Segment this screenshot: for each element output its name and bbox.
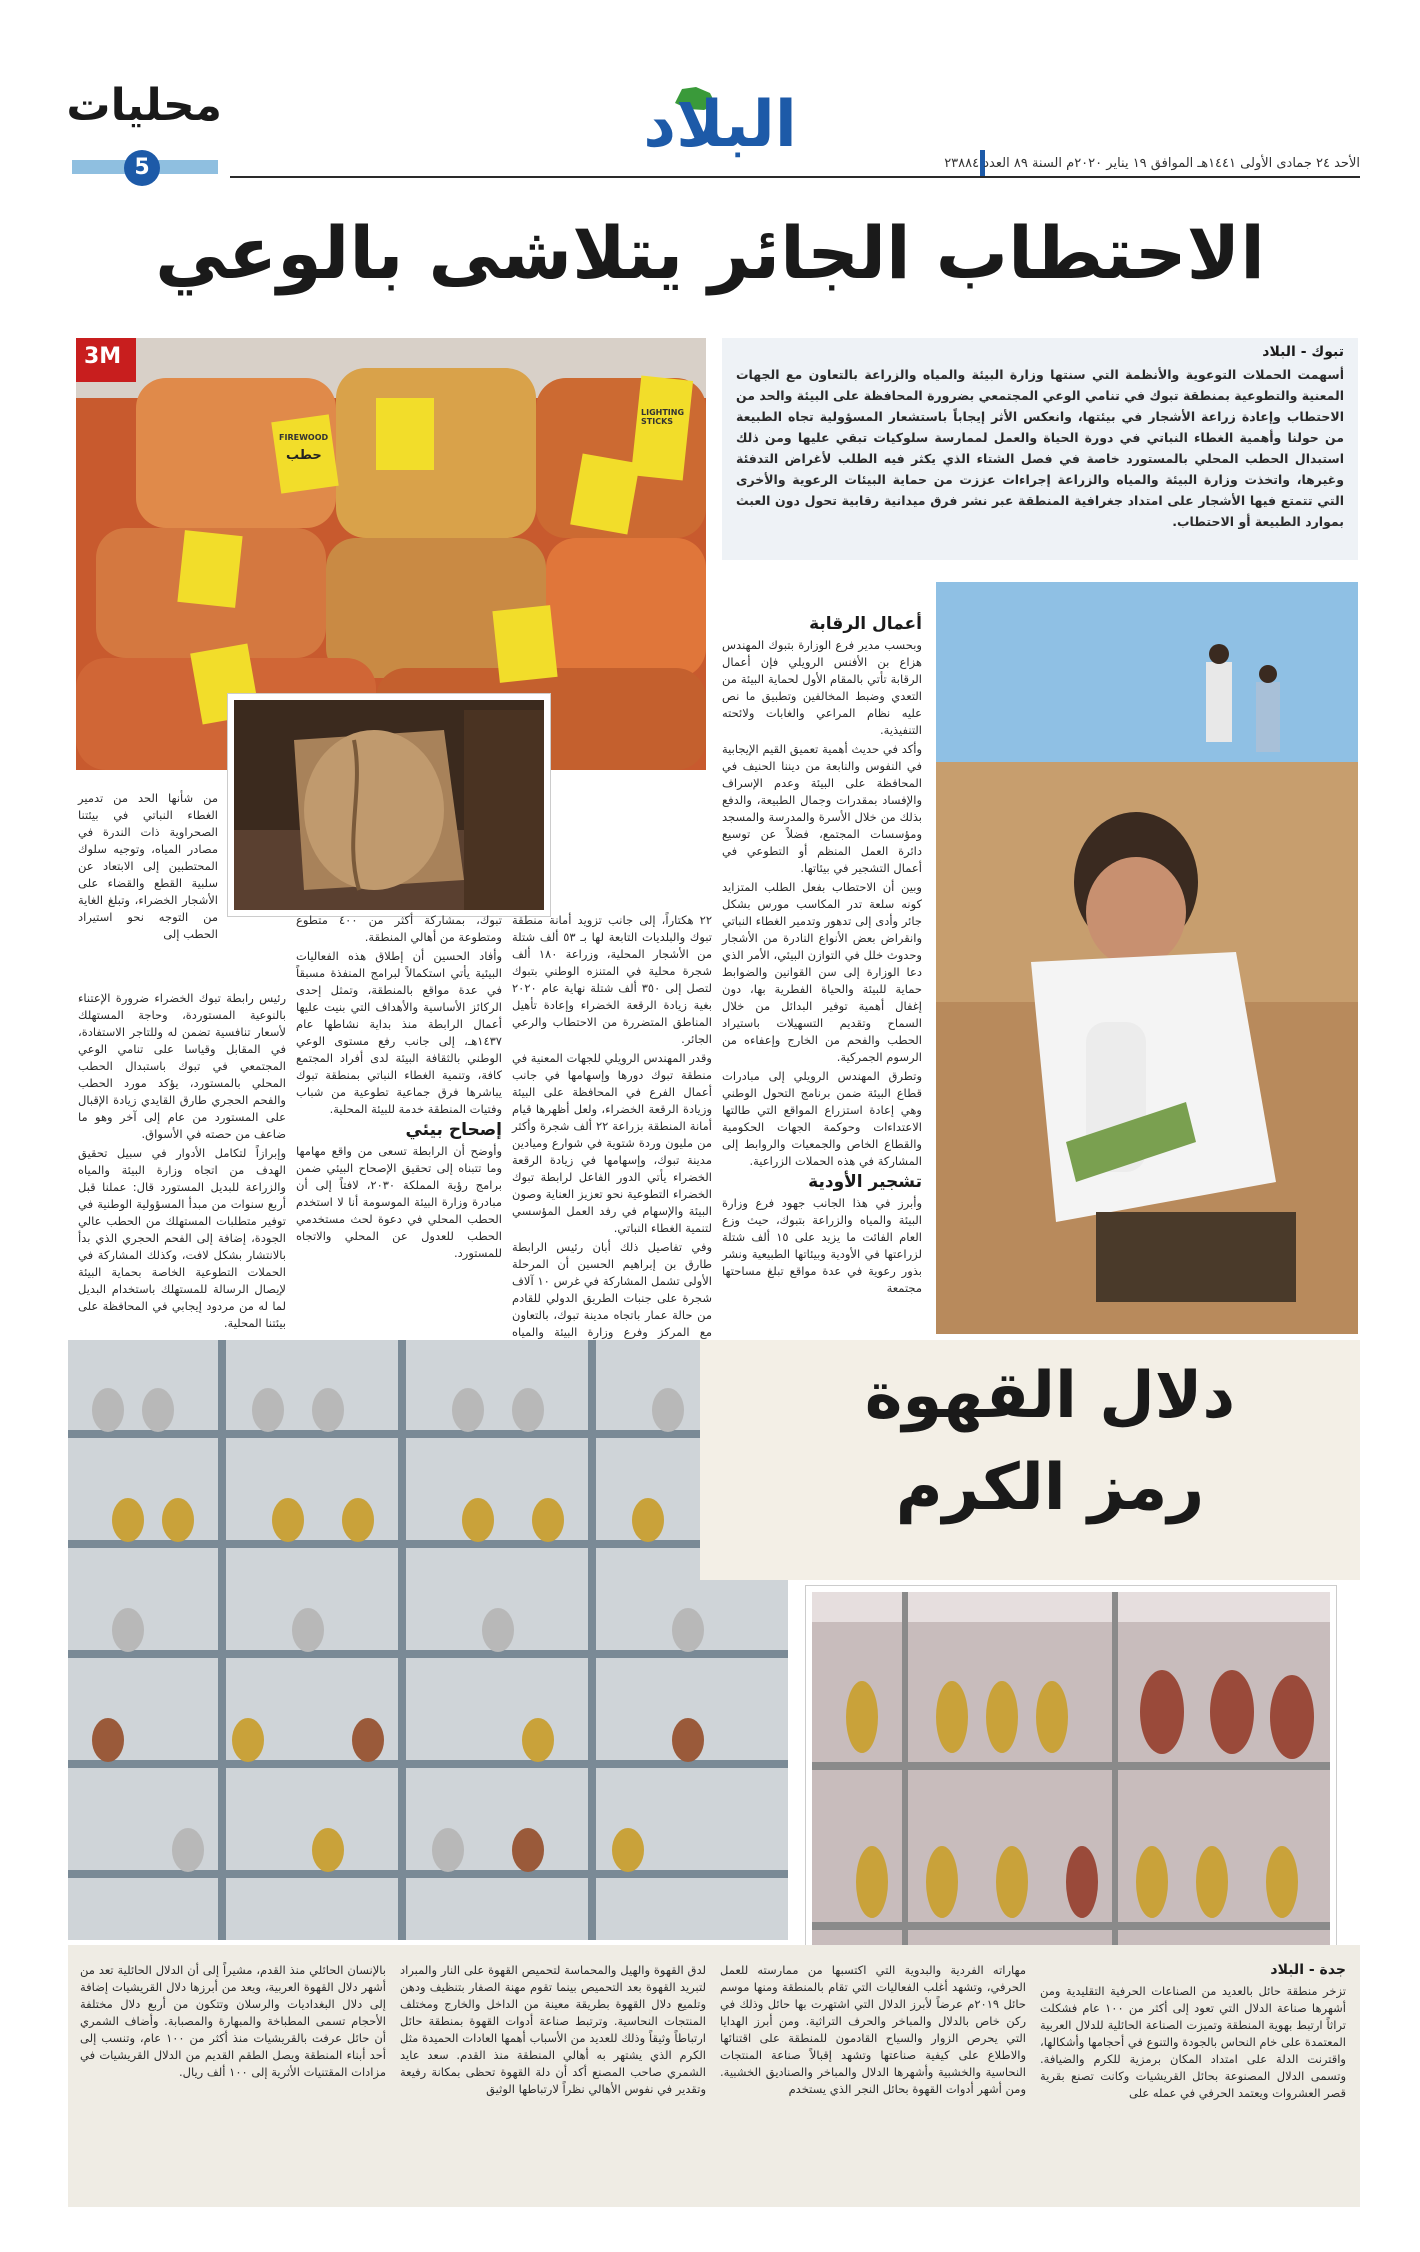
article2-column-1	[1040, 1962, 1346, 2202]
article1-column-1	[722, 612, 922, 1327]
paragraph: وإبرازاً لتكامل الأدوار في سبيل تحقيق الهدف من اتجاه وزارة البيئة والمياه والزراعة للبديل المستورد قال: عملنا قبل أربع سنوات من مبدأ المسؤولية الوطنية في توفير متطلبات المستهلك من الحطب عالي الجودة، إضافة إلى الفحم الحجري الذي بدأ بالانتشار بشكل لافت، وكذلك المشاركة في الحملات التطوعية الخاصة بحماية البيئة لإيصال الرسالة للمستهلك باستخدام البديل لما له من مردود إيجابي في المحافظة على بيئتنا المحلية.	[78, 1146, 286, 1330]
paragraph: ٢٢ هكتاراً، إلى جانب تزويد أمانة منطقة تبوك والبلديات التابعة لها بـ ٥٣ ألف شتلة من الأشجار المحلية، وزراعة ١٨٠ ألف شجرة محلية في المتنزه الوطني بتبوك لتصل إلى ٣٥٠ ألف شتلة نهاية عام ٢٠٢٠ بغية زيادة الرقعة الخضراء وإعادة تأهيل المناطق المتضررة من الاحتطاب والرعي الجائر.	[512, 913, 712, 1046]
brand-3m-label: 3M	[84, 344, 122, 369]
coffee-pots-shelves-photo	[68, 1340, 788, 1940]
lighting-sticks-tag: LIGHTING STICKS	[641, 408, 685, 426]
paragraph: من شأنها الحد من تدمير الغطاء النباتي في بيئتنا الصحراوية ذات الندرة في مصادر المياه، وتوجيه سلوك المحتطبين إلى الابتعاد عن سلبية القطع والقضاء على الأشجار الخضراء، وتبلغ الغاية من التوجه نحو استيراد الحطب إلى	[78, 791, 218, 941]
subheading-valleys: تشجير الأودية	[808, 1172, 922, 1192]
article1-column-2	[512, 790, 712, 1339]
paragraph: وفي تفاصيل ذلك أبان رئيس الرابطة طارق بن إبراهيم الحسين أن المرحلة الأولى تشمل المشاركة في غرس ١٠ آلاف شجرة على جنبات الطريق الدولي للقادم من حالة عمار باتجاه مدينة تبوك، بالتعاون مع المركز وفرع وزارة البيئة والمياه	[512, 1240, 712, 1339]
coffee-article-title	[790, 1350, 1310, 1534]
coffee-byline: جدة - البلاد	[1270, 1962, 1346, 1978]
intro-text: أسهمت الحملات التوعوية والأنظمة التي سنتها وزارة البيئة والمياه والزراعة بالتعاون مع الجهات المعنية والتطوعية بمنطقة تبوك في تنامي الوعي المجتمعي بضرورة المحافظة على البيئة والحد من الاحتطاب وإعادة زراعة الأشجار في بيئتها، وانعكس الأثر إيجاباً باستشعار المسؤولية تجاه الطبيعة من حولنا وأهمية الغطاء النباتي في دورة الحياة والعمل لممارسة سلوكيات تبقي عليها ومن ذلك استبدال الحطب المحلي بالمستورد خاصة في فصل الشتاء الذي يكثر فيه الطلب لأغراض التدفئة وغيرها، واتخذت وزارة البيئة والمياه والزراعة إجراءات عززت من حماية البيئات الرعوية والأخرى التي تتمتع فيها الأشجار على امتداد جغرافية المنطقة عبر نشر فرق ميدانية رقابية تحول دون العبث بموارد الطبيعة أو الاحتطاب.	[736, 367, 1344, 529]
paragraph: وأكد في حديث أهمية تعميق القيم الإيجابية في النفوس والنابعة من ديننا الحنيف في المحافظة على البيئة وعدم الإسراف والإفساد بمقدرات وجمال الطبيعة، والدفع بذلك من خلال الأسرة والمدرسة والمسجد ومؤسسات المجتمع، فضلاً عن توسيع دائرة العمل المنظم أو التطوعي في أعمال التشجير في بيئاتها.	[722, 742, 922, 875]
article2-column-4	[80, 1962, 386, 2202]
date-line: الأحد ٢٤ جمادى الأولى ١٤٤١هـ الموافق ١٩ يناير ٢٠٢٠م السنة ٨٩ العدد ٢٣٨٨٤	[944, 156, 1360, 171]
title-line-1: دلال القهوة	[864, 1359, 1236, 1433]
paragraph: وقدر المهندس الرويلي للجهات المعنية في منطقة تبوك دورها وإسهامها في جانب أعمال الفرع في المحافظة على البيئة وزيادة الرقعة الخضراء، ولعل أظهرها قيام أمانة المنطقة بزراعة ٢٢ ألف شجرة وأكثر من مليون وردة شتوية في شوارع وميادين مدينة تبوك، وإسهامها في زيادة الرقعة الخضراء يأتي الدور الفاعل لرابطة تبوك الخضراء التطوعية نحو تعزيز العناية وصون البيئة والإسهام في رفد العمل المؤسسي لتنمية الغطاء النباتي.	[512, 1051, 712, 1235]
paragraph: تزخر منطقة حائل بالعديد من الصناعات الحرفية التقليدية ومن أشهرها صناعة الدلال التي تعود إلى أكثر من ١٠٠ عام فشكلت تراثاً ارتبط بهوية المنطقة وتميزت الصناعة الحائلية للدلال العربية المعتمدة على خام النحاس بالجودة والتنوع في أحجامها وأشكالها، واقترنت الدلة على امتداد المكان برمزية للكرم والضيافة. وتسمى الدلال المصنوعة بحائل القريشيات وكانت تصنع بقرية قصر العشروات ويعتمد الحرفي في عمله على	[1040, 1984, 1346, 2100]
logo-text: البلاد	[643, 88, 797, 162]
paragraph: بالإنسان الحائلي منذ القدم، مشيراً إلى أن الدلال الحائلية تعد من أشهر دلال القهوة العربية، ويعد من أبرزها دلال القريشيات إضافة إلى دلال البغداديات والرسلان وتتكون من أربع دلال مختلفة الأحجام تسمى المطباخة والمبهارة والمصبابة. وأضاف الشمري أن حائل عرفت بالقريشيات منذ أكثر من ١٠٠ عام، وتنسب إلى أحد أبناء المنطقة ويصل الطقم القديم من الدلال القريشيات في مزادات المقتنيات الأثرية إلى ١٠٠ ألف ريال.	[80, 1963, 386, 2079]
article2-column-3	[400, 1962, 706, 2202]
paragraph: وتطرق المهندس الرويلي إلى مبادرات قطاع البيئة ضمن برنامج التحول الوطني وهي إعادة استزراع المواقع التي طالتها الاعتداءات وحوكمة الجهات الحكومية والقطاع الخاص والجمعيات والروابط إلى المشاركة في هذه الحملات الزراعية.	[722, 1069, 922, 1168]
firewood-tag-ar: حطب	[286, 448, 322, 463]
wood-log-photo	[228, 694, 550, 916]
paragraph: لدق القهوة والهيل والمحماسة لتحميص القهوة على النار والمبراد لتبريد القهوة بعد التحميص بينما تقوم مهنة الصفار بتنظيف ودهن وتلميع دلال القهوة بطريقة معينة من الداخل والخارج ومختلف المنتجات النحاسية. وترتبط صناعة أدوات القهوة بمنطقة حائل ارتباطاً وثيقاً وذلك للعديد من الأسباب أهمها العادات الحميدة مثل الكرم الذي يشتهر به أهالي المنطقة منذ القدم. سعد عايد الشمري صاحب المصنع أكد أن دلة القهوة تحظى بمكانة رفيعة وتقدير في نفوس الأهالي نظراً لارتباطها الوثيق	[400, 1963, 706, 2096]
subheading-monitoring: أعمال الرقابة	[809, 614, 922, 634]
coffee-pots-closeup-photo	[806, 1586, 1336, 1958]
paragraph: رئيس رابطة تبوك الخضراء ضرورة الإعتناء بالنوعية المستوردة، وحاجة المستهلك لأسعار تنافسية تضمن له وللتاجر الاستفادة، في المقابل وقياسا على تنامي الوعي المجتمعي في تبوك باستبدال الحطب المحلي بالمستورد، يؤكد مورد الحطب والفحم الحجري طارق القايدي زيادة الإقبال على المستورد من عام إلى آخر وهو ما ضاعف من حصته في الأسواق.	[78, 991, 286, 1141]
newspaper-logo	[640, 75, 800, 162]
article1-column-4b	[78, 912, 286, 1330]
section-name: محليات	[66, 80, 222, 131]
boy-planting-photo	[936, 582, 1358, 1334]
subheading-remediation: إصحاح بيئي	[405, 1120, 502, 1140]
firewood-tag: FIREWOOD	[279, 433, 329, 442]
paragraph: تبوك، بمشاركة أكثر من ٤٠٠ متطوع ومتطوعة من أهالي المنطقة.	[296, 913, 502, 944]
paragraph: وأوضح أن الرابطة تسعى من واقع مهامها وما تتبناه إلى تحقيق الإصحاح البيئي ضمن برامج رؤية المملكة ٢٠٣٠، لافتاً إلى أن مبادرة وزارة البيئة الموسومة أنا لا استخدم الحطب المحلي في دعوة لحث مستخدمي الحطب للعدول عن المحلي والاتجاه للمستورد.	[296, 1144, 502, 1260]
article2-column-2	[720, 1962, 1026, 2202]
paragraph: وبين أن الاحتطاب بفعل الطلب المتزايد كونه سلعة تدر المكاسب مورس بشكل جائر وأدى إلى تدهور وتدمير الغطاء النباتي وانقراض بعض الأنواع النادرة من الأشجار وحدوث خلل في التوازن البيئي، الأمر الذي دعا الوزارة إلى سن القوانين والضوابط حماية للبيئة والحياة الفطرية بها، دون إغفال أهمية توفير البدائل من خلال السماح وتقديم التسهيلات باستيراد الحطب والفحم من الخارج وإعفاءه من الرسوم الجمركية.	[722, 880, 922, 1064]
section-label	[66, 78, 222, 158]
paragraph: وأفاد الحسين أن إطلاق هذه الفعاليات البيئية يأتي استكمالاً لبرامج المنفذة مسبقاً في عدة مواقع بالمنطقة، وتمثل إحدى الركائز الأساسية والأهداف التي بنيت عليها أعمال الرابطة منذ بداية نشاطها عام ١٤٣٧هـ، إلى جانب رفع مستوى الوعي الوطني بالثقافة البيئة لدى أفراد المجتمع كافة، وتنمية الغطاء النباتي بمنطقة تبوك يباشرها فرق جماعية تطوعية من شباب وفتيات المنطقة خدمة للبيئة المحلية.	[296, 949, 502, 1116]
article-byline: تبوك - البلاد	[1262, 344, 1344, 360]
title-line-2: رمز الكرم	[895, 1451, 1205, 1525]
article-headline: الاحتطاب الجائر يتلاشى بالوعي	[155, 211, 1265, 295]
header-rule	[230, 176, 1360, 178]
article1-column-3	[296, 912, 502, 1312]
paragraph: وأبرز في هذا الجانب جهود فرع وزارة البيئة والمياه والزراعة بتبوك، حيث وزع العام الفائت ما يزيد على ١٥ ألف شتلة لزراعتها في الأودية وبيئاتها الطبيعية ونشر بذور رعوية في عدة مواقع تبلغ مساحتها مجتمعة	[722, 1196, 922, 1295]
paragraph: مهاراته الفردية والبدوية التي اكتسبها من ممارسته للعمل الحرفي، وتشهد أغلب الفعاليات التي تقام بالمنطقة ومنها موسم حائل ٢٠١٩م عرضاً لأبرز الدلال التي اشتهرت بها حائل وذلك في ركن خاص بالدلال والمباخر والحرف التراثية. ومن أبرز الهدايا التي يحرص الزوار والسياح القادمون للمنطقة على اقتنائها والاطلاع على كيفية صناعتها وتشهد إقبالاً صناعة المنتجات النحاسية والخشبية وأشهرها الدلال والمباخر والصناديق الخشبية. ومن أشهر أدوات القهوة بحائل النجر الذي يستخدم	[720, 1963, 1027, 2096]
article-intro	[722, 338, 1358, 560]
page-number: 5	[124, 150, 160, 186]
paragraph: وبحسب مدير فرع الوزارة بتبوك المهندس هزاع بن الأفنس الرويلي فإن أعمال الرقابة تأتي بالمقام الأول لحماية البيئة من التعدي وضبط المخالفين وتطبيق ما نص عليه نظام المراعي والغابات ولائحته التنفيذية.	[722, 638, 922, 737]
